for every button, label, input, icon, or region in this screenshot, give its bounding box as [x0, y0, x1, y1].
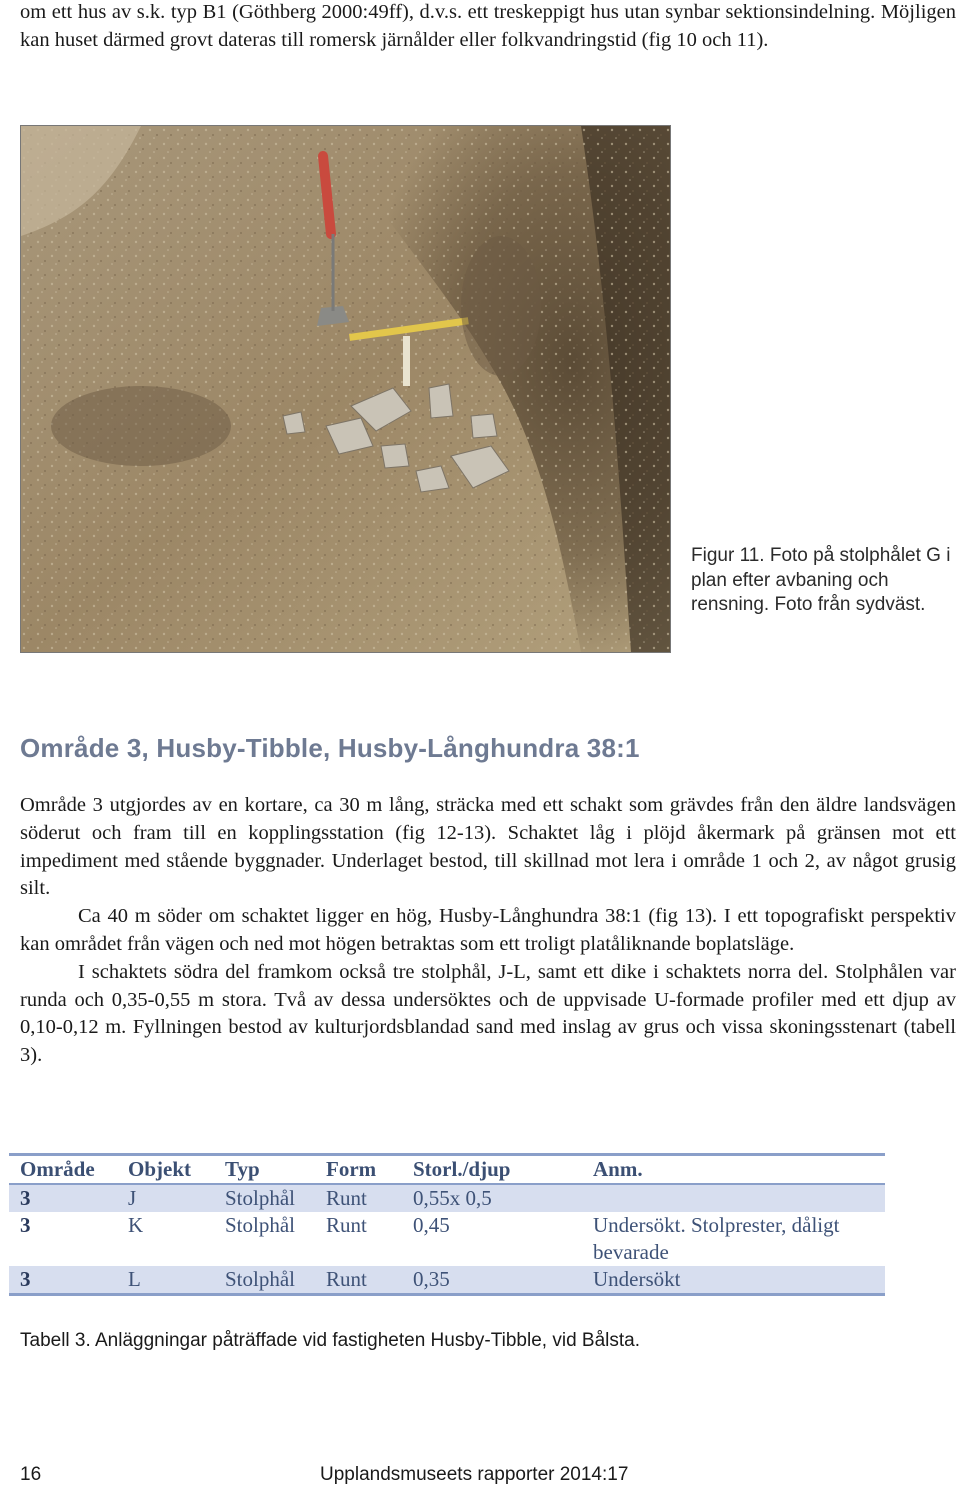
table-header-row — [9, 1155, 885, 1185]
body-paragraph-1: Område 3 utgjordes av en kortare, ca 30 m lång, sträcka med ett schakt som grävdes från den äldre landsvägen söderut och fram till en kopplingsstation (fig 12-13). Schaktet låg i plöjd åkermark på gränsen mot ett impediment med stående byggnader. Underlaget bestod, till skillnad mot lera i område 1 och 2, av något grusig silt. — [20, 794, 956, 900]
table-cell: 0,35 — [402, 1266, 582, 1295]
section-body — [20, 792, 956, 1070]
table-cell: Runt — [326, 1213, 367, 1237]
report-series: Upplandsmuseets rapporter 2014:17 — [320, 1464, 629, 1485]
column-header: Typ — [214, 1155, 315, 1185]
table-cell: L — [117, 1266, 214, 1295]
intro-text: om ett hus av s.k. typ B1 (Göthberg 2000:49ff), d.v.s. ett treskeppigt hus utan synbar sektionsindelning. Möjligen kan huset därmed grovt dateras till romersk järnålder eller folkvandringstid (fig 10 och 11). — [20, 1, 956, 51]
intro-paragraph — [20, 0, 956, 54]
table-cell: J — [117, 1184, 214, 1212]
column-header: Anm. — [582, 1155, 885, 1185]
column-header: Storl./djup — [402, 1155, 582, 1185]
label-stake — [403, 336, 410, 386]
section-heading: Område 3, Husby-Tibble, Husby-Långhundra 38:1 — [20, 733, 640, 763]
photo-stolphal-g — [21, 126, 670, 652]
body-paragraph-3: I schaktets södra del framkom också tre stolphål, J-L, samt ett dike i schaktets norra del. Stolphålen var runda och 0,35-0,55 m stora. Två av dessa undersöktes och de uppvisade U-formade profiler med ett djup av 0,10-0,12 m. Fyllningen bestod av kulturjordsblandad sand med inslag av grus och vissa skoningsstenart (tabell 3). — [20, 960, 956, 1067]
features-table — [9, 1153, 885, 1296]
table-row — [9, 1266, 885, 1295]
table-caption: Tabell 3. Anläggningar påträffade vid fastigheten Husby-Tibble, vid Bålsta. — [20, 1330, 640, 1351]
table-cell: 3 — [20, 1213, 31, 1237]
column-header: Område — [9, 1155, 117, 1185]
column-header: Objekt — [117, 1155, 214, 1185]
table-cell: Stolphål — [214, 1184, 315, 1212]
table-cell: Undersökt. Stolprester, dåligt bevarade — [593, 1213, 840, 1264]
table-cell: 3 — [9, 1184, 117, 1212]
body-paragraph-2: Ca 40 m söder om schaktet ligger en hög, Husby-Långhundra 38:1 (fig 13). I ett topografiskt perspektiv kan området från vägen och ned mot högen betraktas som ett troligt platåliknande boplatsläge. — [20, 905, 956, 955]
table-cell: Stolphål — [225, 1213, 296, 1237]
table-cell: 0,55x 0,5 — [402, 1184, 582, 1212]
excavation-photo — [20, 125, 671, 653]
table-cell: K — [128, 1213, 144, 1237]
table-cell: Runt — [315, 1266, 402, 1295]
table-cell: Undersökt — [582, 1266, 885, 1295]
table-cell: 0,45 — [413, 1213, 450, 1237]
page-number: 16 — [20, 1464, 42, 1485]
table-cell: 3 — [9, 1266, 117, 1295]
table-cell: Runt — [315, 1184, 402, 1212]
table-cell — [582, 1184, 885, 1212]
table-row — [9, 1184, 885, 1212]
table-cell: Stolphål — [214, 1266, 315, 1295]
figure-caption: Figur 11. Foto på stolphålet G i plan efter avbaning och rensning. Foto från sydväst. — [691, 545, 951, 615]
table-row — [9, 1212, 885, 1266]
column-header: Form — [315, 1155, 402, 1185]
